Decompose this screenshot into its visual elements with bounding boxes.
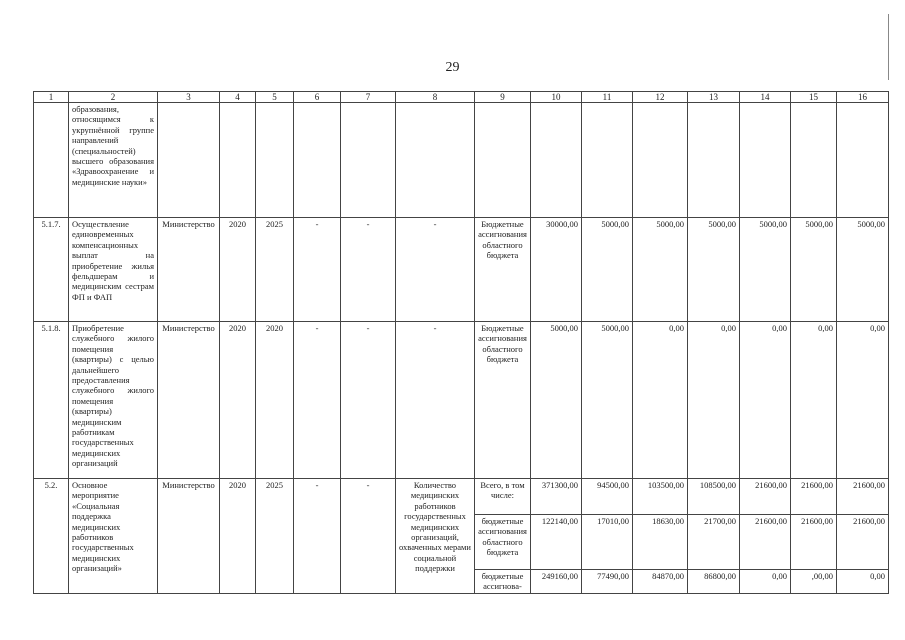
amount-2020: 77490,00 <box>582 570 633 594</box>
amount-2022: 0,00 <box>688 322 740 479</box>
amount-2023: 21600,00 <box>740 479 791 515</box>
column-number: 16 <box>837 92 889 103</box>
page-edge-line <box>888 14 889 80</box>
amount-2024: 21600,00 <box>791 479 837 515</box>
amount-2021 <box>633 103 688 218</box>
column-number: 6 <box>294 92 341 103</box>
executor: Министерство <box>158 218 220 322</box>
amount-2023: 0,00 <box>740 322 791 479</box>
start-year <box>220 103 256 218</box>
amount-2021: 18630,00 <box>633 515 688 570</box>
program-table <box>33 91 889 594</box>
amount-total: 122140,00 <box>531 515 582 570</box>
col-6-value: - <box>294 479 341 594</box>
amount-2020: 5000,00 <box>582 322 633 479</box>
column-number: 4 <box>220 92 256 103</box>
column-number: 11 <box>582 92 633 103</box>
amount-total: 249160,00 <box>531 570 582 594</box>
column-number: 8 <box>396 92 475 103</box>
amount-2024: 0,00 <box>791 322 837 479</box>
amount-2020: 5000,00 <box>582 218 633 322</box>
funding-source: бюджетные ассигнования областного бюджета <box>475 515 531 570</box>
col-6-value <box>294 103 341 218</box>
amount-2021: 0,00 <box>633 322 688 479</box>
end-year: 2025 <box>256 218 294 322</box>
activity-name: Приобретение служебного жилого помещения (квартиры) с целью дальнейшего предоставления служебного жилого помещения (квартиры) медицинским работникам государственных медицинских организаций <box>69 322 158 479</box>
amount-total: 30000,00 <box>531 218 582 322</box>
column-number: 7 <box>341 92 396 103</box>
amount-2022 <box>688 103 740 218</box>
column-number: 3 <box>158 92 220 103</box>
col-7-value <box>341 103 396 218</box>
amount-2022: 5000,00 <box>688 218 740 322</box>
activity-name: Осуществление единовременных компенсационных выплат на приобретение жилья фельдшерам и медицинским сестрам ФП и ФАП <box>69 218 158 322</box>
indicator: Количество медицинских работников государственных медицинских организаций, охваченных мерами социальной поддержки <box>396 479 475 594</box>
row-number: 5.2. <box>34 479 69 594</box>
amount-2025: 21600,00 <box>837 515 889 570</box>
amount-2023: 5000,00 <box>740 218 791 322</box>
funding-source: Бюджетные ассигнования областного бюджета <box>475 322 531 479</box>
amount-2023: 0,00 <box>740 570 791 594</box>
amount-2023 <box>740 103 791 218</box>
column-number: 10 <box>531 92 582 103</box>
column-number: 5 <box>256 92 294 103</box>
amount-2025: 5000,00 <box>837 218 889 322</box>
amount-total <box>531 103 582 218</box>
table-row <box>34 103 889 218</box>
activity-name: образования, относящимся к укрупнённой группе направлений (специальностей) высшего образования «Здравоохранение и медицинские науки» <box>69 103 158 218</box>
funding-source: Бюджетные ассигнования областного бюджета <box>475 218 531 322</box>
amount-2024: ,00,00 <box>791 570 837 594</box>
amount-2022: 108500,00 <box>688 479 740 515</box>
amount-2025 <box>837 103 889 218</box>
amount-2024: 21600,00 <box>791 515 837 570</box>
amount-2025: 21600,00 <box>837 479 889 515</box>
page-number: 29 <box>445 60 460 75</box>
amount-2021: 84870,00 <box>633 570 688 594</box>
indicator: - <box>396 322 475 479</box>
end-year <box>256 103 294 218</box>
column-number: 14 <box>740 92 791 103</box>
funding-source: Всего, в том числе: <box>475 479 531 515</box>
row-number <box>34 103 69 218</box>
column-number: 2 <box>69 92 158 103</box>
executor <box>158 103 220 218</box>
column-number-row <box>34 92 889 103</box>
indicator <box>396 103 475 218</box>
amount-2022: 86800,00 <box>688 570 740 594</box>
activity-name: Основное мероприятие «Социальная поддержка медицинских работников государственных медицинских организаций» <box>69 479 158 594</box>
amount-2022: 21700,00 <box>688 515 740 570</box>
column-number: 13 <box>688 92 740 103</box>
column-number: 9 <box>475 92 531 103</box>
start-year: 2020 <box>220 218 256 322</box>
start-year: 2020 <box>220 479 256 594</box>
table-row <box>34 322 889 479</box>
amount-2020: 17010,00 <box>582 515 633 570</box>
row-number: 5.1.8. <box>34 322 69 479</box>
amount-2025: 0,00 <box>837 322 889 479</box>
amount-2021: 103500,00 <box>633 479 688 515</box>
col-7-value: - <box>341 322 396 479</box>
executor: Министерство <box>158 322 220 479</box>
amount-2025: 0,00 <box>837 570 889 594</box>
executor: Министерство <box>158 479 220 594</box>
column-number: 15 <box>791 92 837 103</box>
end-year: 2025 <box>256 479 294 594</box>
funding-source <box>475 103 531 218</box>
amount-2021: 5000,00 <box>633 218 688 322</box>
row-number: 5.1.7. <box>34 218 69 322</box>
col-7-value: - <box>341 218 396 322</box>
col-7-value: - <box>341 479 396 594</box>
amount-total: 371300,00 <box>531 479 582 515</box>
amount-total: 5000,00 <box>531 322 582 479</box>
funding-source: бюджетные ассигнова- <box>475 570 531 594</box>
table-row <box>34 218 889 322</box>
col-6-value: - <box>294 322 341 479</box>
indicator: - <box>396 218 475 322</box>
col-6-value: - <box>294 218 341 322</box>
amount-2020: 94500,00 <box>582 479 633 515</box>
amount-2020 <box>582 103 633 218</box>
column-number: 1 <box>34 92 69 103</box>
start-year: 2020 <box>220 322 256 479</box>
table-row <box>34 479 889 515</box>
column-number: 12 <box>633 92 688 103</box>
amount-2024 <box>791 103 837 218</box>
amount-2024: 5000,00 <box>791 218 837 322</box>
end-year: 2020 <box>256 322 294 479</box>
amount-2023: 21600,00 <box>740 515 791 570</box>
